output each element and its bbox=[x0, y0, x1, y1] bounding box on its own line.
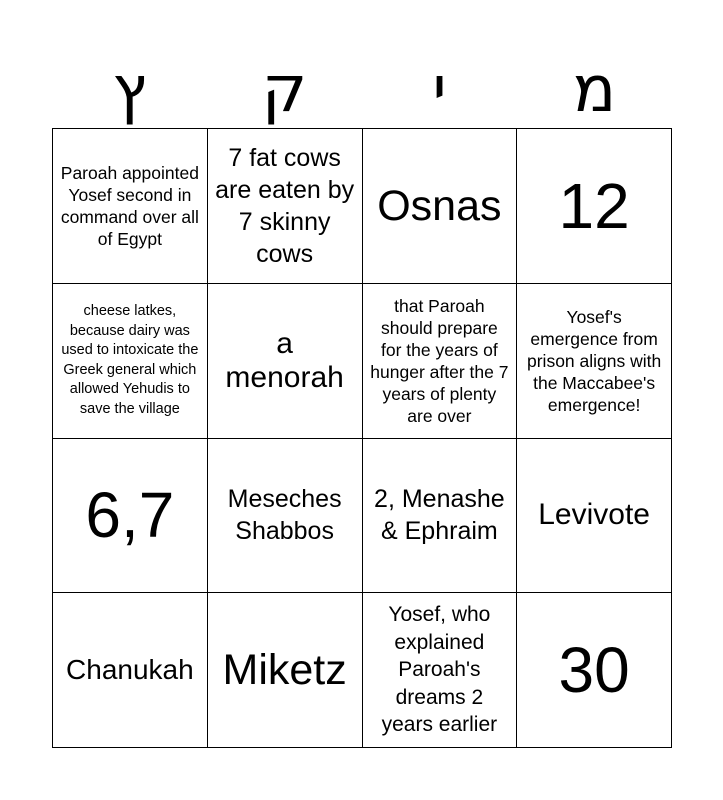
bingo-cell-r2c2[interactable] bbox=[208, 284, 363, 439]
bingo-cell-r2c4[interactable] bbox=[517, 284, 672, 439]
bingo-grid bbox=[52, 128, 672, 748]
cell-text: Yosef, who explained Paroah's dreams 2 years earlier bbox=[381, 603, 498, 737]
cell-text: 30 bbox=[558, 634, 630, 707]
header-letter-3: י bbox=[432, 53, 447, 127]
bingo-cell-r4c3[interactable] bbox=[363, 593, 518, 748]
cell-text: Meseches Shabbos bbox=[227, 485, 342, 546]
bingo-cell-r3c4[interactable] bbox=[517, 439, 672, 594]
cell-text: cheese latkes, because dairy was used to intoxicate the Greek general which allowed Yehudis to save the village bbox=[61, 303, 199, 417]
cell-text: Miketz bbox=[222, 646, 347, 695]
cell-text: Chanukah bbox=[66, 654, 194, 686]
bingo-cell-r4c4[interactable] bbox=[517, 593, 672, 748]
cell-text: a menorah bbox=[225, 326, 344, 394]
bingo-cell-r1c4[interactable] bbox=[517, 129, 672, 284]
bingo-cell-r4c2[interactable] bbox=[208, 593, 363, 748]
cell-text: Levivote bbox=[538, 498, 650, 532]
cell-text: Osnas bbox=[377, 181, 502, 230]
bingo-cell-r3c3[interactable] bbox=[363, 439, 518, 594]
bingo-cell-r4c1[interactable] bbox=[53, 593, 208, 748]
bingo-cell-r3c1[interactable] bbox=[53, 439, 208, 594]
header-letter-4: מ bbox=[572, 53, 617, 127]
bingo-header bbox=[52, 52, 672, 128]
cell-text: that Paroah should prepare for the years of hunger after the 7 years of plenty are over bbox=[370, 295, 509, 426]
cell-text: 6,7 bbox=[85, 479, 175, 552]
cell-text: 12 bbox=[558, 169, 630, 242]
bingo-cell-r2c1[interactable] bbox=[53, 284, 208, 439]
header-letter-2: ק bbox=[261, 53, 308, 127]
bingo-cell-r1c1[interactable] bbox=[53, 129, 208, 284]
bingo-cell-r3c2[interactable] bbox=[208, 439, 363, 594]
cell-text: Yosef's emergence from prison aligns with the Maccabee's emergence! bbox=[527, 306, 662, 415]
header-letter-1: ץ bbox=[112, 53, 147, 127]
cell-text: Paroah appointed Yosef second in command over all of Egypt bbox=[60, 162, 199, 249]
bingo-cell-r1c2[interactable] bbox=[208, 129, 363, 284]
bingo-cell-r2c3[interactable] bbox=[363, 284, 518, 439]
bingo-cell-r1c3[interactable] bbox=[363, 129, 518, 284]
cell-text: 7 fat cows are eaten by 7 skinny cows bbox=[215, 143, 355, 268]
cell-text: 2, Menashe & Ephraim bbox=[374, 485, 505, 546]
